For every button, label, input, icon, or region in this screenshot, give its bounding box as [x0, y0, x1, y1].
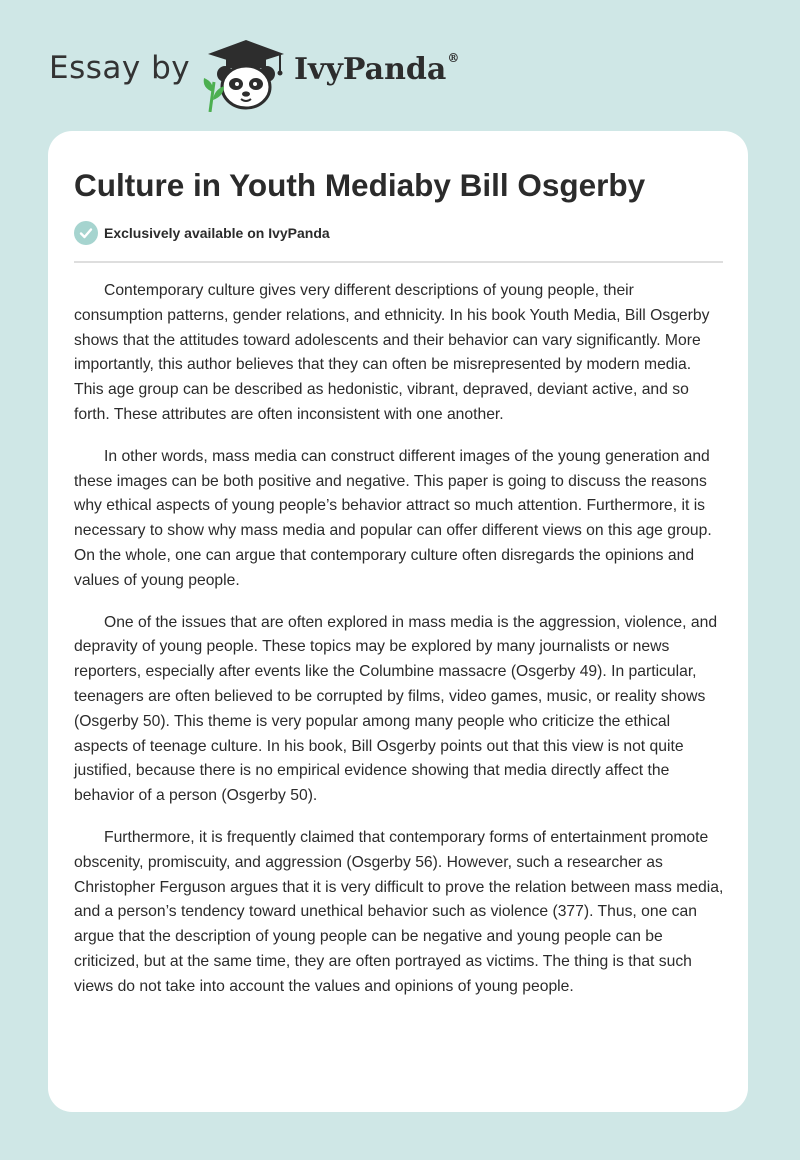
essay-title: Culture in Youth Mediaby Bill Osgerby [74, 167, 646, 203]
essay-card [48, 131, 748, 1112]
site-header [0, 0, 800, 120]
brand-logo-text[interactable] [294, 52, 459, 87]
title-divider [74, 261, 723, 263]
paragraph-4: Furthermore, it is frequently claimed that contemporary forms of entertainment promote obscenity, promiscuity, and aggression (Osgerby 56). However, such a researcher as Christopher Ferguson argues that it is very difficult to prove the relation between mass media, and a person’s tendency toward unethical behavior such as violence (377). Thus, one can argue that the description of young people can be negative and young people can be criticized, but at the same time, they are often portrayed as victims. The thing is that such views do not take into account the values and opinions of young people. [74, 828, 724, 995]
paragraph-1: Contemporary culture gives very different descriptions of young people, their consumption patterns, gender relations, and ethnicity. In his book Youth Media, Bill Osgerby shows that the attitudes toward adolescents and their behavior can vary significantly. More importantly, this author believes that they can often be misrepresented by modern media. This age group can be described as hedonistic, vibrant, depraved, deviant active, and so forth. These attributes are often inconsistent with one another. [74, 282, 710, 423]
essay-body [74, 279, 724, 1017]
panda-graduate-icon [200, 34, 292, 112]
check-circle-icon [74, 221, 98, 245]
essay-by-label: Essay by [49, 50, 191, 86]
brand-name: IvyPanda [294, 52, 447, 87]
exclusive-badge [74, 221, 330, 245]
registered-mark: ® [447, 51, 460, 65]
paragraph-3: One of the issues that are often explored in mass media is the aggression, violence, and depravity of young people. These topics may be explored by many journalists or news reporters, especially after events like the Columbine massacre (Osgerby 49). In particular, teenagers are often believed to be corrupted by films, video games, music, or reality shows (Osgerby 50). This theme is very popular among many people who criticize the ethical aspects of teenage culture. In his book, Bill Osgerby points out that this view is not quite justified, because there is no empirical evidence showing that media directly affect the behavior of a person (Osgerby 50). [74, 613, 718, 805]
paragraph-2: In other words, mass media can construct different images of the young generation and these images can be both positive and negative. This paper is going to discuss the reasons why ethical aspects of young people’s behavior attract so much attention. Furthermore, it is necessary to show why mass media and popular can offer different views on this age group. On the whole, one can argue that contemporary culture often disregards the opinions and values of young people. [74, 447, 712, 589]
exclusive-label: Exclusively available on IvyPanda [104, 225, 330, 241]
